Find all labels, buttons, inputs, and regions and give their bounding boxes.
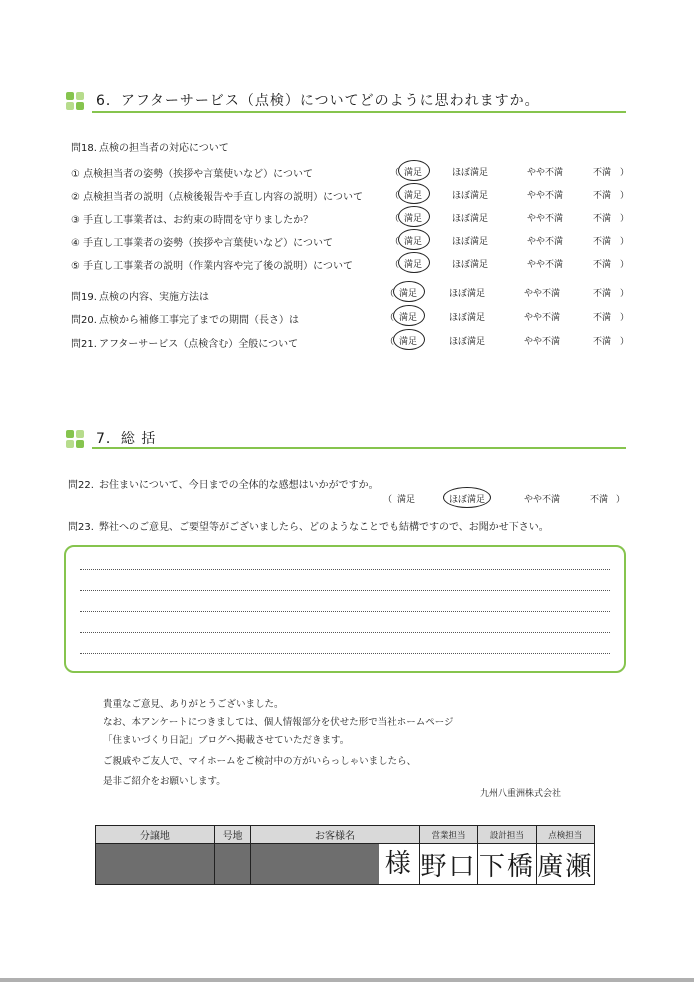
comment-line <box>80 632 610 633</box>
option-open-row-9: （ <box>383 495 393 505</box>
option-close-row-2: ） <box>620 191 630 201</box>
staff-table-header <box>96 826 595 844</box>
section-7-title: 7．総 括 <box>96 431 157 447</box>
option-o2-row-7[interactable]: ほぼ満足 <box>449 313 486 323</box>
section-6-title: 6．アフターサービス（点検）についてどのように思われますか。 <box>96 93 540 109</box>
selected-answer-circle <box>443 487 491 508</box>
redacted-subdivision <box>96 844 215 885</box>
option-o2-row-4[interactable]: ほぼ満足 <box>452 237 489 247</box>
section-7-header <box>66 428 366 454</box>
option-open-row-5: （ <box>390 260 400 270</box>
selected-answer-circle <box>393 281 425 302</box>
option-close-row-9: ） <box>616 495 626 505</box>
option-o2-row-9[interactable]: ほぼ満足 <box>449 495 486 505</box>
option-o1-row-2[interactable]: 満足 <box>404 191 423 201</box>
option-o4-row-6[interactable]: 不満 <box>593 289 612 299</box>
option-close-row-4: ） <box>620 237 630 247</box>
option-open-row-7: （ <box>385 313 395 323</box>
option-o3-row-9[interactable]: やや不満 <box>524 495 561 505</box>
option-o1-row-3[interactable]: 満足 <box>404 214 423 224</box>
selected-answer-circle <box>393 329 425 350</box>
option-o3-row-2[interactable]: やや不満 <box>527 191 564 201</box>
option-open-row-8: （ <box>385 337 395 347</box>
inspection-rep-name: 廣瀬 <box>536 844 594 885</box>
option-o2-row-2[interactable]: ほぼ満足 <box>452 191 489 201</box>
comment-line <box>80 611 610 612</box>
q18-item-3: ③ 手直し工事業者は、お約束の時間を守りましたか？ <box>71 215 314 226</box>
company-name: 九州八重洲株式会社 <box>480 789 562 799</box>
option-o3-row-5[interactable]: やや不満 <box>527 260 564 270</box>
option-o4-row-4[interactable]: 不満 <box>593 237 612 247</box>
option-o1-row-9[interactable]: 満足 <box>397 495 416 505</box>
section-bullet-icon <box>66 430 86 450</box>
header-customer-name: お客様名 <box>251 826 419 844</box>
section-6-rule <box>92 111 626 113</box>
header-sales-rep: 営業担当 <box>419 826 477 844</box>
q18-text: 点検の担当者の対応について <box>99 143 229 154</box>
option-o2-row-6[interactable]: ほぼ満足 <box>449 289 486 299</box>
option-o3-row-3[interactable]: やや不満 <box>527 214 564 224</box>
header-lot-number: 号地 <box>214 826 250 844</box>
option-open-row-2: （ <box>390 191 400 201</box>
q23-label: 問23. <box>68 522 94 533</box>
comment-line <box>80 590 610 591</box>
option-o4-row-5[interactable]: 不満 <box>593 260 612 270</box>
header-design-rep: 設計担当 <box>478 826 536 844</box>
option-o4-row-3[interactable]: 不満 <box>593 214 612 224</box>
comment-line <box>80 653 610 654</box>
comment-line <box>80 569 610 570</box>
option-close-row-8: ） <box>620 337 630 347</box>
comment-box[interactable] <box>64 545 626 673</box>
design-rep-name: 下橋 <box>478 844 536 885</box>
q20-label: 問20. <box>71 315 97 326</box>
customer-suffix: 様 <box>384 849 413 879</box>
option-o3-row-1[interactable]: やや不満 <box>527 168 564 178</box>
option-o1-row-6[interactable]: 満足 <box>399 289 418 299</box>
option-o4-row-2[interactable]: 不満 <box>593 191 612 201</box>
selected-answer-circle <box>398 252 430 273</box>
option-open-row-3: （ <box>390 214 400 224</box>
scan-edge <box>0 978 694 982</box>
q18-item-1: ① 点検担当者の姿勢（挨拶や言葉使いなど）について <box>71 169 313 180</box>
option-o3-row-6[interactable]: やや不満 <box>524 289 561 299</box>
q18-item-5: ⑤ 手直し工事業者の説明（作業内容や完了後の説明）について <box>71 261 353 272</box>
customer-name-cell <box>251 844 419 885</box>
option-o3-row-7[interactable]: やや不満 <box>524 313 561 323</box>
selected-answer-circle <box>398 160 430 181</box>
option-o1-row-7[interactable]: 満足 <box>399 313 418 323</box>
section-7-rule <box>92 447 626 449</box>
q21-text: アフターサービス（点検含む）全般について <box>99 339 299 350</box>
option-o4-row-9[interactable]: 不満 <box>590 495 609 505</box>
option-o2-row-1[interactable]: ほぼ満足 <box>452 168 489 178</box>
option-open-row-6: （ <box>385 289 395 299</box>
option-o2-row-8[interactable]: ほぼ満足 <box>449 337 486 347</box>
staff-table-row <box>96 844 595 885</box>
option-close-row-1: ） <box>620 168 630 178</box>
option-o4-row-1[interactable]: 不満 <box>593 168 612 178</box>
section-bullet-icon <box>66 92 86 112</box>
option-o2-row-3[interactable]: ほぼ満足 <box>452 214 489 224</box>
q23-text: 弊社へのご意見、ご要望等がございましたら、どのようなことでも結構ですので、お聞かせ下さい。 <box>99 522 549 533</box>
selected-answer-circle <box>398 206 430 227</box>
redacted-lot-number <box>214 844 250 885</box>
option-o4-row-7[interactable]: 不満 <box>593 313 612 323</box>
option-close-row-5: ） <box>620 260 630 270</box>
header-inspection-rep: 点検担当 <box>536 826 594 844</box>
selected-answer-circle <box>398 183 430 204</box>
q19-label: 問19. <box>71 292 97 303</box>
closing-line-4: ご親戚やご友人で、マイホームをご検討中の方がいらっしゃいましたら、 <box>103 756 417 767</box>
q18-item-4: ④ 手直し工事業者の姿勢（挨拶や言葉使いなど）について <box>71 238 333 249</box>
option-o4-row-8[interactable]: 不満 <box>593 337 612 347</box>
option-open-row-1: （ <box>390 168 400 178</box>
q19-text: 点検の内容、実施方法は <box>99 292 209 303</box>
q18-label: 問18. <box>71 143 97 154</box>
option-o2-row-5[interactable]: ほぼ満足 <box>452 260 489 270</box>
option-close-row-7: ） <box>620 313 630 323</box>
closing-line-5: 是非ご紹介をお願いします。 <box>103 776 226 787</box>
q22-label: 問22. <box>68 480 94 491</box>
option-o1-row-8[interactable]: 満足 <box>399 337 418 347</box>
option-close-row-3: ） <box>620 214 630 224</box>
closing-line-2: なお、本アンケートにつきましては、個人情報部分を伏せた形で当社ホームページ <box>103 717 454 728</box>
option-o3-row-4[interactable]: やや不満 <box>527 237 564 247</box>
option-o1-row-5[interactable]: 満足 <box>404 260 423 270</box>
option-open-row-4: （ <box>390 237 400 247</box>
closing-line-3: 「住まいづくり日記」ブログへ掲載させていただきます。 <box>103 735 350 746</box>
header-subdivision: 分譲地 <box>96 826 215 844</box>
selected-answer-circle <box>393 305 425 326</box>
q22-text: お住まいについて、今日までの全体的な感想はいかがですか。 <box>99 480 379 491</box>
closing-line-1: 貴重なご意見、ありがとうございました。 <box>103 699 284 710</box>
sales-rep-name: 野口 <box>419 844 477 885</box>
option-close-row-6: ） <box>620 289 630 299</box>
q20-text: 点検から補修工事完了までの期間（長さ）は <box>99 315 299 326</box>
redacted-customer-name <box>251 844 378 884</box>
option-o1-row-1[interactable]: 満足 <box>404 168 423 178</box>
staff-table <box>95 825 595 885</box>
q18-item-2: ② 点検担当者の説明（点検後報告や手直し内容の説明）について <box>71 192 363 203</box>
q21-label: 問21. <box>71 339 97 350</box>
selected-answer-circle <box>398 229 430 250</box>
option-o3-row-8[interactable]: やや不満 <box>524 337 561 347</box>
option-o1-row-4[interactable]: 満足 <box>404 237 423 247</box>
